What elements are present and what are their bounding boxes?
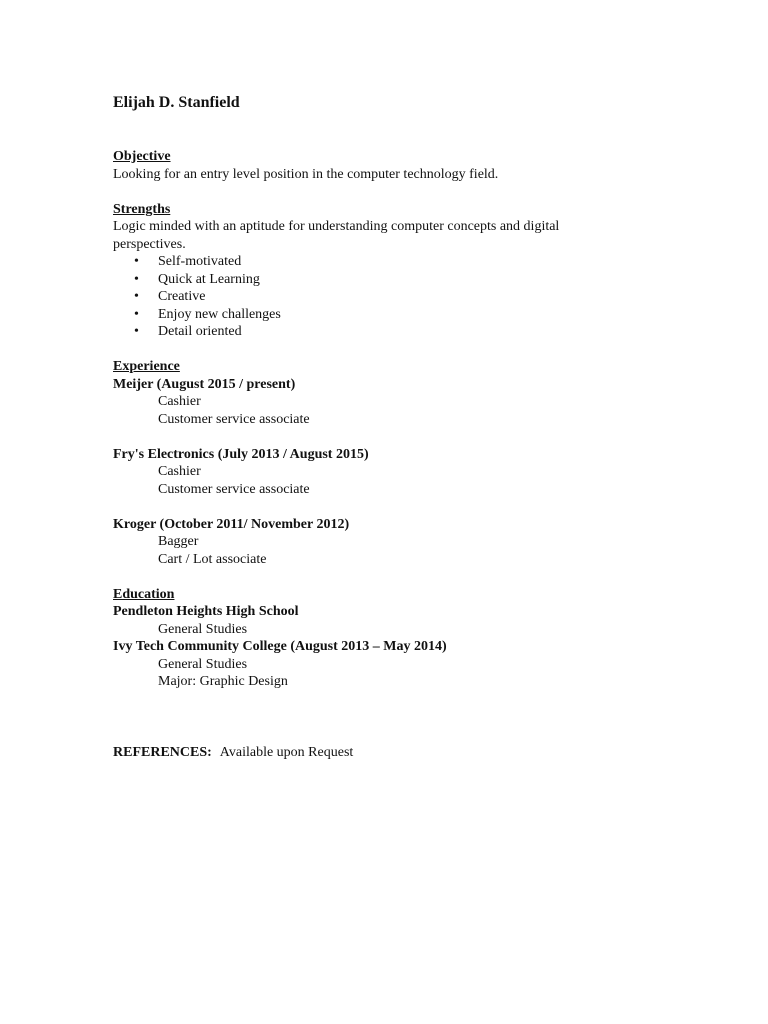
strength-item: Quick at Learning: [158, 271, 260, 287]
job-employer: Fry's Electronics (July 2013 / August 2015): [113, 446, 369, 462]
job-employer: Meijer (August 2015 / present): [113, 376, 296, 392]
strengths-list: [113, 253, 713, 341]
job-role: Cashier: [158, 394, 201, 409]
references-value: Available upon Request: [219, 744, 354, 760]
bullet-icon: •: [134, 289, 139, 304]
job-role: Cashier: [158, 464, 201, 479]
list-item: [113, 288, 713, 306]
candidate-name: Elijah D. Stanfield: [113, 94, 240, 111]
job-role: Bagger: [158, 534, 199, 549]
school-detail: General Studies: [158, 621, 248, 637]
school-name: Ivy Tech Community College (August 2013 – May 2014): [113, 639, 447, 654]
strengths-heading: Strengths: [113, 201, 171, 217]
list-item: [113, 323, 713, 341]
strengths-intro-line-1: Logic minded with an aptitude for understanding computer concepts and digital: [113, 219, 560, 234]
education-heading: Education: [113, 586, 175, 602]
list-item: [113, 253, 713, 271]
job-role: Cart / Lot associate: [158, 551, 267, 567]
job-employer: Kroger (October 2011/ November 2012): [113, 516, 350, 532]
list-item: [113, 306, 713, 324]
strength-item: Detail oriented: [158, 324, 242, 339]
objective-heading: Objective: [113, 149, 171, 164]
bullet-icon: •: [134, 271, 139, 287]
strength-item: Creative: [158, 289, 206, 304]
references-label: REFERENCES:: [113, 744, 212, 760]
strengths-intro-line-2: perspectives.: [113, 236, 186, 252]
strength-item: Self-motivated: [158, 254, 242, 269]
school-detail: General Studies: [158, 656, 248, 672]
bullet-icon: •: [134, 306, 139, 322]
list-item: [113, 271, 713, 289]
strength-item: Enjoy new challenges: [158, 306, 281, 322]
references-line: [113, 744, 713, 762]
job-role: Customer service associate: [158, 411, 310, 427]
objective-text: Looking for an entry level position in the computer technology field.: [113, 166, 499, 182]
experience-heading: Experience: [113, 359, 180, 374]
bullet-icon: •: [134, 324, 139, 339]
school-detail: Major: Graphic Design: [158, 674, 288, 689]
resume-document: [113, 93, 713, 761]
bullet-icon: •: [134, 254, 139, 269]
job-role: Customer service associate: [158, 481, 310, 497]
school-name: Pendleton Heights High School: [113, 604, 299, 619]
